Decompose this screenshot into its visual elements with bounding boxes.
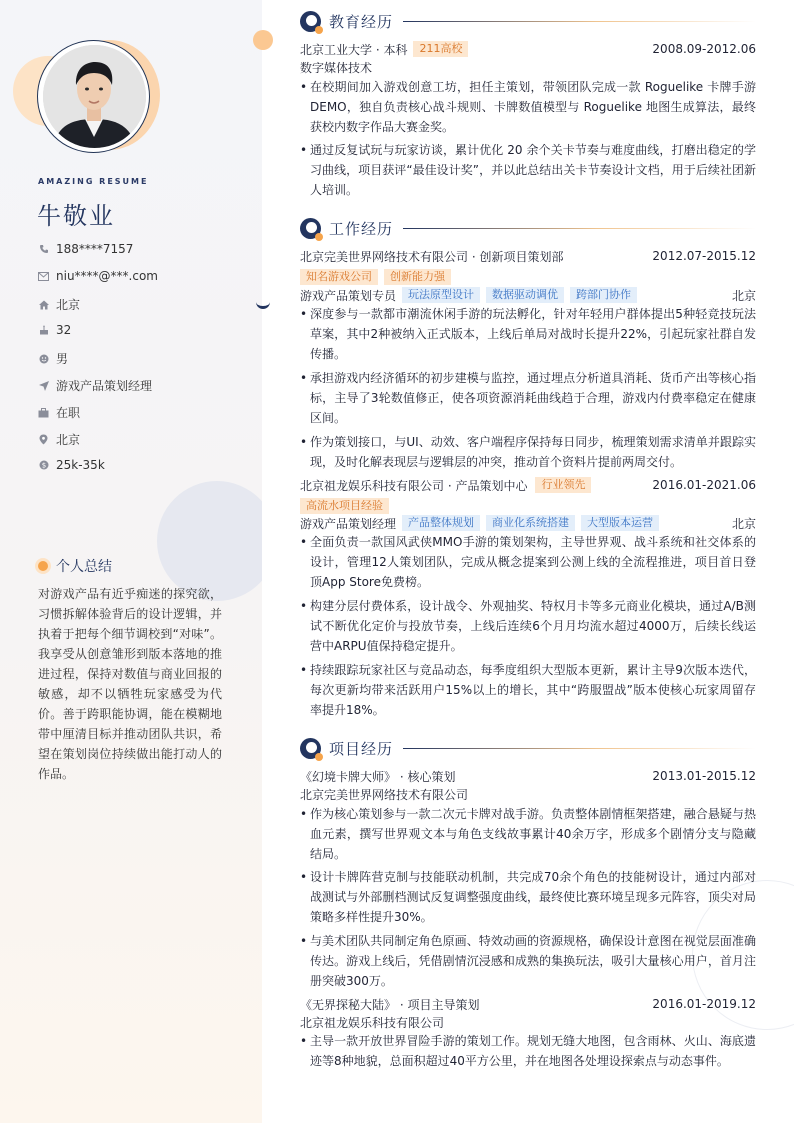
job-city: 北京 — [731, 288, 756, 303]
target-position-text: 游戏产品策划经理 — [56, 379, 153, 393]
job-company-row — [300, 476, 756, 494]
location-text: 北京 — [56, 433, 81, 447]
age-text: 32 — [56, 323, 72, 337]
project-name-row — [300, 995, 756, 1013]
education-header — [300, 11, 756, 32]
phone-text: 188****7157 — [56, 242, 134, 256]
email-text: niu****@***.com — [56, 269, 158, 283]
section-bullet-icon — [300, 218, 321, 239]
section-bullet-icon — [300, 738, 321, 759]
job-company: 北京祖龙娱乐科技有限公司 · 产品策划中心 — [300, 478, 528, 493]
avatar — [43, 45, 146, 148]
skill-tag: 跨部门协作 — [570, 287, 637, 303]
skill-tag: 产品整体规划 — [402, 515, 480, 531]
job-city: 北京 — [731, 516, 756, 531]
project-name: 《无界探秘大陆》 · 项目主导策划 — [300, 997, 480, 1012]
project-bullet: • 与美术团队共同制定角色原画、特效动画的资源规格，确保设计意图在视觉层面准确传达。游戏上线后，凭借剧情沉浸感和成熟的集换玩法，吸引大量核心用户，首月注册突破300万。 — [300, 931, 756, 991]
salary-text: 25k-35k — [56, 458, 105, 472]
job-bullet: • 承担游戏内经济循环的初步建模与监控，通过埋点分析道具消耗、货币产出等核心指标，主导了3轮数值修正，使各项资源消耗曲线趋于合理，游戏内付费率稳定在健康区间。 — [300, 368, 756, 428]
skill-tag: 数据驱动调优 — [486, 287, 564, 303]
education-date: 2008.09-2012.06 — [652, 42, 756, 56]
projects-header — [300, 738, 756, 759]
school-name: 北京工业大学 · 本科 — [300, 42, 408, 57]
project-date: 2013.01-2015.12 — [652, 769, 756, 783]
project-company-row — [300, 1013, 756, 1031]
company-tag: 高流水项目经验 — [300, 498, 389, 514]
job-bullet: • 全面负责一款国风武侠MMO手游的策划架构，主导世界观、战斗系统和社交体系的设计，管理12人策划团队，完成从概念提案到公测上线的全流程推进，项目首日登顶App Store免费榜。 — [300, 532, 756, 592]
job-bullet: • 持续跟踪玩家社区与竞品动态，每季度组织大型版本更新，累计主导9次版本迭代，每次更新均带来活跃用户15%以上的增长，其中“跨服盟战”版本使核心玩家周留存率提升18%。 — [300, 660, 756, 720]
job-bullet: • 作为策划接口，与UI、动效、客户端程序保持每日同步，梳理策划需求清单并跟踪实现，及时化解表现层与逻辑层的冲突，推动首个资料片提前两周交付。 — [300, 432, 756, 472]
project-bullet: • 主导一款开放世界冒险手游的策划工作。规划无缝大地图，包含雨林、火山、海底遗迹等8种地貌，总面积超过40平方公里，并在地图各处埋设探索点与动态事件。 — [300, 1031, 756, 1071]
school-tag: 211高校 — [413, 41, 468, 57]
projects-title: 项目经历 — [329, 740, 394, 758]
job-company: 北京完美世界网络技术有限公司 · 创新项目策划部 — [300, 249, 564, 264]
work-title: 工作经历 — [329, 220, 394, 238]
section-divider — [403, 748, 756, 749]
job-company-tags — [300, 497, 756, 515]
job-position-row — [300, 514, 756, 532]
education-school-row — [300, 40, 756, 58]
company-tag: 知名游戏公司 — [300, 269, 378, 285]
resume-tagline: AMAZING RESUME — [38, 177, 149, 186]
candidate-name: 牛敬业 — [37, 202, 115, 230]
home-text: 北京 — [56, 298, 81, 312]
section-divider — [403, 21, 756, 22]
project-name: 《幻境卡牌大师》 · 核心策划 — [300, 769, 456, 784]
project-name-row — [300, 767, 756, 785]
job-company-tags — [300, 268, 756, 286]
job-position: 游戏产品策划经理 — [300, 516, 397, 531]
company-tag: 创新能力强 — [384, 269, 451, 285]
job-bullet: • 深度参与一款都市潮流休闲手游的玩法孵化，针对年轻用户群体提出5种轻竞技玩法草案，其中2种被纳入正式版本，上线后单局对战时长提升22%，引起玩家社群自发传播。 — [300, 304, 756, 364]
summary-title: 个人总结 — [56, 559, 112, 575]
section-bullet-icon — [300, 11, 321, 32]
project-company: 北京祖龙娱乐科技有限公司 — [300, 1015, 445, 1030]
skill-tag: 商业化系统搭建 — [486, 515, 575, 531]
job-position-row — [300, 286, 756, 304]
project-bullet: • 设计卡牌阵营克制与技能联动机制，共完成70余个角色的技能树设计，通过内部对战测试与外部删档测试反复调整强度曲线，最终使比赛环境呈现多元阵容，顶尖对局策略多样性提升30%。 — [300, 867, 756, 927]
summary-text: 对游戏产品有近乎痴迷的探究欲，习惯拆解体验背后的设计逻辑，并执着于把每个细节调校到“对味”。我享受从创意雏形到版本落地的推进过程，保持对数值与商业回报的敏感，却不以牺牲玩家感受为代价。善于跨职能协调，能在模糊地带中厘清目标并推动团队共识，希望在策划岗位持续做出能打动人的作品。 — [38, 587, 222, 781]
education-major: 数字媒体技术 — [300, 60, 373, 75]
job-company-row — [300, 247, 756, 265]
project-company-row — [300, 785, 756, 803]
education-bullet: • 通过反复试玩与玩家访谈，累计优化 20 余个关卡节奏与难度曲线，打磨出稳定的学习曲线，项目获评“最佳设计奖”，并以此总结出关卡节奏设计文档，用于后续社团新人培训。 — [300, 140, 756, 200]
job-bullet: • 构建分层付费体系，设计战令、外观抽奖、特权月卡等多元商业化模块，通过A/B测试不断优化定价与投放节奏，上线后连续6个月月均流水超过4000万，后续长线运营中ARPU值保持稳定提升。 — [300, 596, 756, 656]
gender-text: 男 — [56, 352, 69, 366]
job-date: 2016.01-2021.06 — [652, 478, 756, 492]
work-header — [300, 218, 756, 239]
section-divider — [403, 228, 756, 229]
project-bullet: • 作为核心策划参与一款二次元卡牌对战手游。负责整体剧情框架搭建，融合悬疑与热血元素，撰写世界观文本与角色支线故事累计40余万字，形成多个剧情分支与隐藏结局。 — [300, 804, 756, 864]
skill-tag: 大型版本运营 — [581, 515, 659, 531]
job-date: 2012.07-2015.12 — [652, 249, 756, 263]
education-major-row — [300, 58, 756, 76]
project-company: 北京完美世界网络技术有限公司 — [300, 787, 469, 802]
education-title: 教育经历 — [329, 13, 394, 31]
education-bullet: • 在校期间加入游戏创意工坊，担任主策划，带领团队完成一款 Roguelike 卡牌手游 DEMO，独自负责核心战斗规则、卡牌数值模型与 Roguelike 地图生成算法，最终获校内数字作品大赛金奖。 — [300, 77, 756, 137]
company-inline-tag: 行业领先 — [535, 477, 591, 493]
status-text: 在职 — [56, 406, 81, 420]
skill-tag: 玩法原型设计 — [402, 287, 480, 303]
svg-text:$: $ — [41, 461, 46, 470]
project-date: 2016.01-2019.12 — [652, 997, 756, 1011]
job-position: 游戏产品策划专员 — [300, 288, 397, 303]
